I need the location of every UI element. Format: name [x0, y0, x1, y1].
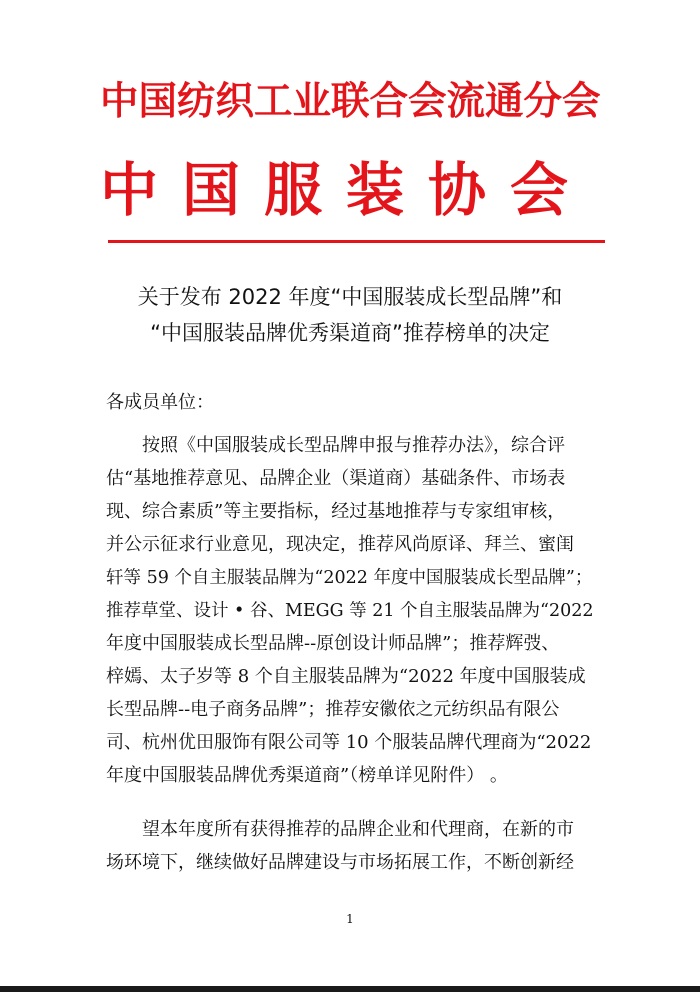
body-line: 场环境下，继续做好品牌建设与市场拓展工作，不断创新经 — [106, 852, 574, 873]
body-line: 轩等 59 个自主服装品牌为“2022 年度中国服装成长型品牌”； — [106, 568, 593, 588]
body-line: 梓嫣、太子岁等 8 个自主服装品牌为“2022 年度中国服装成 — [106, 666, 586, 687]
red-header-rule — [108, 240, 605, 243]
document-title-line-1: 关于发布 2022 年度“中国服装成长型品牌”和 — [137, 285, 563, 309]
body-line: 司、杭州优田服饰有限公司等 10 个服装品牌代理商为“2022 — [106, 732, 592, 753]
body-line: 长型品牌--电子商务品牌”；推荐安徽依之元纺织品有限公 — [106, 699, 560, 720]
body-line: 估“基地推荐意见、品牌企业（渠道商）基础条件、市场表 — [106, 468, 566, 489]
document-title-line-2: “中国服装品牌优秀渠道商”推荐榜单的决定 — [150, 321, 550, 345]
body-line: 并公示征求行业意见，现决定，推荐风尚原译、拜兰、蜜闺 — [106, 534, 574, 555]
body-line: 望本年度所有获得推荐的品牌企业和代理商，在新的市 — [106, 819, 574, 840]
body-line: 现、综合素质”等主要指标，经过基地推荐与专家组审核， — [106, 501, 566, 522]
salutation: 各成员单位： — [106, 392, 214, 413]
page-number: 1 — [346, 912, 354, 926]
body-line: 年度中国服装成长型品牌--原创设计师品牌”；推荐辉弢、 — [106, 633, 560, 654]
body-line: 推荐草堂、设计 • 谷、MEGG 等 21 个自主服装品牌为“2022 — [106, 601, 594, 621]
body-line: 按照《中国服装成长型品牌申报与推荐办法》，综合评 — [106, 435, 565, 456]
issuing-org-line-2: 中国服装协会 — [100, 156, 593, 224]
bottom-edge-bar — [0, 986, 700, 992]
body-line: 年度中国服装品牌优秀渠道商”（榜单详见附件） 。 — [106, 765, 508, 786]
issuing-org-line-1: 中国纺织工业联合会流通分会 — [100, 79, 601, 124]
